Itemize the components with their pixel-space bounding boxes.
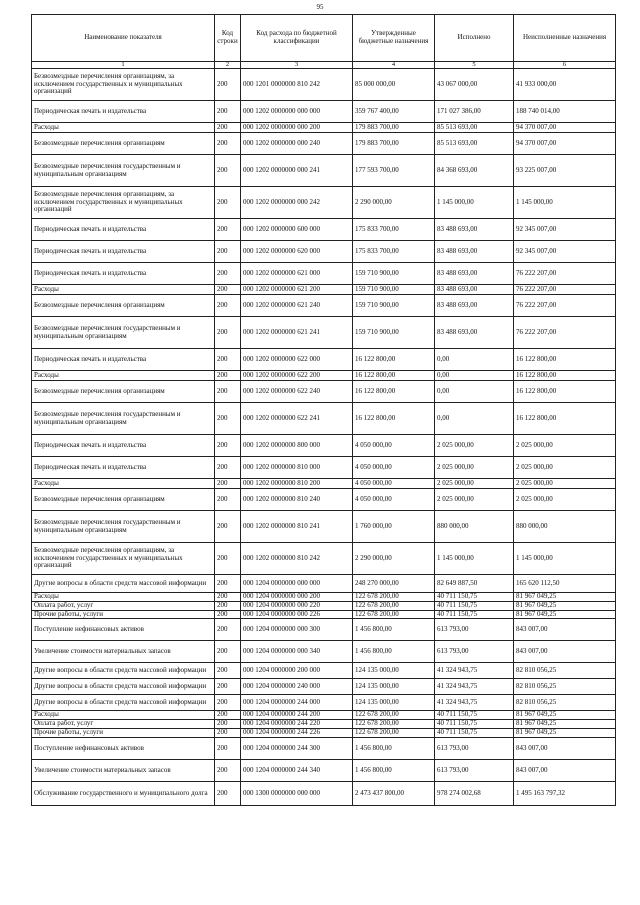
row-classification-cell: 000 1202 0000000 810 000	[241, 457, 353, 479]
row-executed-cell: 613 793,00	[435, 737, 514, 759]
row-unexecuted-cell: 165 620 112,50	[514, 575, 616, 593]
row-code-cell: 200	[215, 381, 241, 403]
row-executed-cell: 880 000,00	[435, 511, 514, 543]
row-executed-cell: 83 488 693,00	[435, 241, 514, 263]
row-classification-cell: 000 1202 0000000 600 000	[241, 219, 353, 241]
row-code-cell: 200	[215, 219, 241, 241]
row-executed-cell: 43 067 000,00	[435, 69, 514, 101]
column-number-row	[32, 62, 616, 69]
row-classification-cell: 000 1204 0000000 000 340	[241, 641, 353, 663]
row-name-cell: Периодическая печать и издательства	[32, 349, 215, 371]
row-classification-cell: 000 1202 0000000 622 240	[241, 381, 353, 403]
row-unexecuted-cell: 843 007,00	[514, 641, 616, 663]
row-approved-cell: 159 710 900,00	[353, 285, 435, 295]
row-unexecuted-cell: 188 740 014,00	[514, 101, 616, 123]
row-classification-cell: 000 1204 0000000 240 000	[241, 679, 353, 695]
row-unexecuted-cell: 16 122 800,00	[514, 371, 616, 381]
table-row	[32, 69, 616, 101]
row-unexecuted-cell: 81 967 049,25	[514, 711, 616, 720]
row-approved-cell: 122 678 200,00	[353, 601, 435, 610]
table-row	[32, 711, 616, 720]
row-name-cell: Расходы	[32, 593, 215, 602]
row-approved-cell: 4 050 000,00	[353, 489, 435, 511]
row-approved-cell: 159 710 900,00	[353, 317, 435, 349]
row-unexecuted-cell: 82 810 056,25	[514, 679, 616, 695]
row-executed-cell: 2 025 000,00	[435, 435, 514, 457]
row-approved-cell: 179 883 700,00	[353, 133, 435, 155]
row-unexecuted-cell: 76 222 207,00	[514, 317, 616, 349]
row-classification-cell: 000 1204 0000000 200 000	[241, 663, 353, 679]
column-number: 4	[353, 62, 435, 69]
table-row	[32, 663, 616, 679]
row-executed-cell: 613 793,00	[435, 641, 514, 663]
row-executed-cell: 0,00	[435, 403, 514, 435]
row-classification-cell: 000 1204 0000000 244 000	[241, 695, 353, 711]
row-code-cell: 200	[215, 371, 241, 381]
row-name-cell: Безвозмездные перечисления организациям, за исключением государственных и муниципальных организаций	[32, 187, 215, 219]
row-executed-cell: 2 025 000,00	[435, 457, 514, 479]
row-classification-cell: 000 1202 0000000 810 242	[241, 543, 353, 575]
row-name-cell: Поступление нефинансовых активов	[32, 619, 215, 641]
row-code-cell: 200	[215, 187, 241, 219]
row-code-cell: 200	[215, 695, 241, 711]
table-row	[32, 381, 616, 403]
table-row	[32, 123, 616, 133]
row-code-cell: 200	[215, 511, 241, 543]
row-name-cell: Оплата работ, услуг	[32, 601, 215, 610]
row-unexecuted-cell: 76 222 207,00	[514, 295, 616, 317]
row-approved-cell: 179 883 700,00	[353, 123, 435, 133]
row-classification-cell: 000 1202 0000000 622 200	[241, 371, 353, 381]
row-executed-cell: 84 368 693,00	[435, 155, 514, 187]
row-name-cell: Безвозмездные перечисления государственным и муниципальным организациям	[32, 317, 215, 349]
row-approved-cell: 122 678 200,00	[353, 720, 435, 729]
table-row	[32, 593, 616, 602]
row-classification-cell: 000 1204 0000000 000 200	[241, 593, 353, 602]
row-approved-cell: 159 710 900,00	[353, 295, 435, 317]
budget-execution-table	[31, 14, 616, 806]
row-approved-cell: 1 456 800,00	[353, 641, 435, 663]
row-name-cell: Расходы	[32, 123, 215, 133]
table-row	[32, 511, 616, 543]
row-executed-cell: 2 025 000,00	[435, 489, 514, 511]
row-approved-cell: 159 710 900,00	[353, 263, 435, 285]
row-unexecuted-cell: 41 933 000,00	[514, 69, 616, 101]
row-approved-cell: 122 678 200,00	[353, 729, 435, 738]
table-row	[32, 679, 616, 695]
row-executed-cell: 41 324 943,75	[435, 695, 514, 711]
table-row	[32, 543, 616, 575]
row-executed-cell: 85 513 693,00	[435, 123, 514, 133]
row-classification-cell: 000 1202 0000000 810 240	[241, 489, 353, 511]
table-row	[32, 435, 616, 457]
table-row	[32, 489, 616, 511]
row-code-cell: 200	[215, 679, 241, 695]
row-classification-cell: 000 1202 0000000 621 000	[241, 263, 353, 285]
row-code-cell: 200	[215, 543, 241, 575]
row-code-cell: 200	[215, 593, 241, 602]
row-classification-cell: 000 1202 0000000 810 200	[241, 479, 353, 489]
column-number: 2	[215, 62, 241, 69]
row-name-cell: Безвозмездные перечисления организациям	[32, 381, 215, 403]
row-code-cell: 200	[215, 729, 241, 738]
row-classification-cell: 000 1204 0000000 000 220	[241, 601, 353, 610]
row-name-cell: Периодическая печать и издательства	[32, 219, 215, 241]
column-number: 1	[32, 62, 215, 69]
row-code-cell: 200	[215, 285, 241, 295]
row-code-cell: 200	[215, 317, 241, 349]
table-row	[32, 349, 616, 371]
row-approved-cell: 359 767 400,00	[353, 101, 435, 123]
row-name-cell: Периодическая печать и издательства	[32, 457, 215, 479]
row-unexecuted-cell: 16 122 800,00	[514, 403, 616, 435]
table-row	[32, 241, 616, 263]
table-row	[32, 610, 616, 619]
row-name-cell: Безвозмездные перечисления организациям	[32, 489, 215, 511]
row-name-cell: Прочие работы, услуги	[32, 729, 215, 738]
row-approved-cell: 122 678 200,00	[353, 593, 435, 602]
row-classification-cell: 000 1202 0000000 000 241	[241, 155, 353, 187]
row-approved-cell: 4 050 000,00	[353, 457, 435, 479]
row-name-cell: Прочие работы, услуги	[32, 610, 215, 619]
row-name-cell: Безвозмездные перечисления организациям	[32, 295, 215, 317]
row-name-cell: Увеличение стоимости материальных запасов	[32, 641, 215, 663]
row-code-cell: 200	[215, 479, 241, 489]
row-name-cell: Безвозмездные перечисления государственным и муниципальным организациям	[32, 403, 215, 435]
row-executed-cell: 40 711 150,75	[435, 729, 514, 738]
table-row	[32, 619, 616, 641]
row-classification-cell: 000 1202 0000000 000 242	[241, 187, 353, 219]
row-approved-cell: 248 270 000,00	[353, 575, 435, 593]
row-name-cell: Безвозмездные перечисления государственным и муниципальным организациям	[32, 155, 215, 187]
row-executed-cell: 0,00	[435, 371, 514, 381]
table-row	[32, 263, 616, 285]
row-name-cell: Расходы	[32, 479, 215, 489]
row-name-cell: Безвозмездные перечисления организациям, за исключением государственных и муниципальных организаций	[32, 543, 215, 575]
row-approved-cell: 1 456 800,00	[353, 619, 435, 641]
row-unexecuted-cell: 92 345 007,00	[514, 241, 616, 263]
row-approved-cell: 1 456 800,00	[353, 759, 435, 781]
table-row	[32, 781, 616, 805]
row-unexecuted-cell: 94 370 007,00	[514, 133, 616, 155]
row-executed-cell: 41 324 943,75	[435, 679, 514, 695]
table-row	[32, 285, 616, 295]
row-unexecuted-cell: 81 967 049,25	[514, 593, 616, 602]
row-name-cell: Расходы	[32, 371, 215, 381]
row-approved-cell: 2 290 000,00	[353, 187, 435, 219]
row-executed-cell: 2 025 000,00	[435, 479, 514, 489]
row-code-cell: 200	[215, 349, 241, 371]
table-row	[32, 317, 616, 349]
row-approved-cell: 2 473 437 800,00	[353, 781, 435, 805]
row-code-cell: 200	[215, 759, 241, 781]
table-row	[32, 720, 616, 729]
row-code-cell: 200	[215, 610, 241, 619]
column-header-classification: Код расхода по бюджетной классификации	[241, 15, 353, 62]
row-executed-cell: 83 488 693,00	[435, 295, 514, 317]
column-header-name: Наименование показателя	[32, 15, 215, 62]
row-unexecuted-cell: 880 000,00	[514, 511, 616, 543]
row-unexecuted-cell: 76 222 207,00	[514, 263, 616, 285]
row-classification-cell: 000 1204 0000000 244 300	[241, 737, 353, 759]
row-name-cell: Безвозмездные перечисления организациям	[32, 133, 215, 155]
row-classification-cell: 000 1202 0000000 620 000	[241, 241, 353, 263]
row-unexecuted-cell: 81 967 049,25	[514, 729, 616, 738]
row-code-cell: 200	[215, 601, 241, 610]
row-approved-cell: 177 593 700,00	[353, 155, 435, 187]
row-name-cell: Периодическая печать и издательства	[32, 241, 215, 263]
row-code-cell: 200	[215, 663, 241, 679]
row-code-cell: 200	[215, 489, 241, 511]
row-unexecuted-cell: 16 122 800,00	[514, 349, 616, 371]
row-executed-cell: 40 711 150,75	[435, 601, 514, 610]
row-name-cell: Другие вопросы в области средств массовой информации	[32, 575, 215, 593]
row-name-cell: Поступление нефинансовых активов	[32, 737, 215, 759]
row-approved-cell: 4 050 000,00	[353, 479, 435, 489]
row-classification-cell: 000 1204 0000000 244 340	[241, 759, 353, 781]
row-classification-cell: 000 1202 0000000 622 000	[241, 349, 353, 371]
row-name-cell: Другие вопросы в области средств массовой информации	[32, 663, 215, 679]
row-executed-cell: 40 711 150,75	[435, 610, 514, 619]
row-code-cell: 200	[215, 641, 241, 663]
row-unexecuted-cell: 843 007,00	[514, 759, 616, 781]
row-name-cell: Оплата работ, услуг	[32, 720, 215, 729]
row-code-cell: 200	[215, 575, 241, 593]
row-executed-cell: 83 488 693,00	[435, 317, 514, 349]
row-classification-cell: 000 1202 0000000 621 200	[241, 285, 353, 295]
row-executed-cell: 83 488 693,00	[435, 263, 514, 285]
column-header-code: Код строки	[215, 15, 241, 62]
row-classification-cell: 000 1202 0000000 622 241	[241, 403, 353, 435]
row-code-cell: 200	[215, 737, 241, 759]
row-approved-cell: 16 122 800,00	[353, 403, 435, 435]
row-unexecuted-cell: 81 967 049,25	[514, 610, 616, 619]
page-number: 95	[316, 3, 324, 11]
row-classification-cell: 000 1204 0000000 244 226	[241, 729, 353, 738]
column-number: 6	[514, 62, 616, 69]
table-header-row	[32, 15, 616, 62]
table-row	[32, 601, 616, 610]
row-approved-cell: 16 122 800,00	[353, 371, 435, 381]
row-name-cell: Безвозмездные перечисления организациям, за исключением государственных и муниципальных организаций	[32, 69, 215, 101]
table-row	[32, 133, 616, 155]
table-body	[32, 69, 616, 806]
row-classification-cell: 000 1300 0000000 000 000	[241, 781, 353, 805]
row-executed-cell: 83 488 693,00	[435, 285, 514, 295]
row-executed-cell: 82 649 887,50	[435, 575, 514, 593]
row-unexecuted-cell: 82 810 056,25	[514, 663, 616, 679]
row-classification-cell: 000 1202 0000000 000 000	[241, 101, 353, 123]
row-unexecuted-cell: 76 222 207,00	[514, 285, 616, 295]
row-code-cell: 200	[215, 133, 241, 155]
row-approved-cell: 16 122 800,00	[353, 381, 435, 403]
row-name-cell: Периодическая печать и издательства	[32, 101, 215, 123]
row-name-cell: Обслуживание государственного и муниципального долга	[32, 781, 215, 805]
column-header-unexecuted: Неисполненные назначения	[514, 15, 616, 62]
table-row	[32, 155, 616, 187]
row-code-cell: 200	[215, 123, 241, 133]
row-name-cell: Другие вопросы в области средств массовой информации	[32, 695, 215, 711]
row-code-cell: 200	[215, 720, 241, 729]
table-row	[32, 219, 616, 241]
row-unexecuted-cell: 16 122 800,00	[514, 381, 616, 403]
table-row	[32, 695, 616, 711]
row-classification-cell: 000 1204 0000000 000 300	[241, 619, 353, 641]
row-approved-cell: 16 122 800,00	[353, 349, 435, 371]
row-executed-cell: 40 711 150,75	[435, 711, 514, 720]
row-executed-cell: 1 145 000,00	[435, 187, 514, 219]
row-approved-cell: 124 135 000,00	[353, 663, 435, 679]
row-classification-cell: 000 1202 0000000 800 000	[241, 435, 353, 457]
row-unexecuted-cell: 843 007,00	[514, 737, 616, 759]
row-classification-cell: 000 1204 0000000 244 200	[241, 711, 353, 720]
table-row	[32, 403, 616, 435]
row-approved-cell: 85 000 000,00	[353, 69, 435, 101]
row-unexecuted-cell: 92 345 007,00	[514, 219, 616, 241]
row-unexecuted-cell: 2 025 000,00	[514, 479, 616, 489]
table-row	[32, 479, 616, 489]
row-executed-cell: 1 145 000,00	[435, 543, 514, 575]
row-approved-cell: 122 678 200,00	[353, 610, 435, 619]
row-classification-cell: 000 1202 0000000 621 240	[241, 295, 353, 317]
table-row	[32, 759, 616, 781]
row-executed-cell: 613 793,00	[435, 619, 514, 641]
row-unexecuted-cell: 81 967 049,25	[514, 601, 616, 610]
row-name-cell: Расходы	[32, 711, 215, 720]
table-row	[32, 295, 616, 317]
table-row	[32, 575, 616, 593]
row-approved-cell: 175 833 700,00	[353, 219, 435, 241]
table-row	[32, 457, 616, 479]
row-approved-cell: 175 833 700,00	[353, 241, 435, 263]
row-executed-cell: 40 711 150,75	[435, 593, 514, 602]
row-classification-cell: 000 1204 0000000 244 220	[241, 720, 353, 729]
row-approved-cell: 1 760 000,00	[353, 511, 435, 543]
row-executed-cell: 0,00	[435, 381, 514, 403]
row-unexecuted-cell: 2 025 000,00	[514, 489, 616, 511]
row-name-cell: Расходы	[32, 285, 215, 295]
row-code-cell: 200	[215, 781, 241, 805]
table-row	[32, 737, 616, 759]
row-code-cell: 200	[215, 619, 241, 641]
row-name-cell: Периодическая печать и издательства	[32, 435, 215, 457]
column-header-executed: Исполнено	[435, 15, 514, 62]
row-classification-cell: 000 1202 0000000 000 240	[241, 133, 353, 155]
row-unexecuted-cell: 2 025 000,00	[514, 435, 616, 457]
row-code-cell: 200	[215, 435, 241, 457]
column-number: 5	[435, 62, 514, 69]
row-code-cell: 200	[215, 457, 241, 479]
row-classification-cell: 000 1202 0000000 621 241	[241, 317, 353, 349]
row-executed-cell: 978 274 002,68	[435, 781, 514, 805]
table-row	[32, 101, 616, 123]
row-executed-cell: 83 488 693,00	[435, 219, 514, 241]
row-approved-cell: 122 678 200,00	[353, 711, 435, 720]
row-executed-cell: 171 027 386,00	[435, 101, 514, 123]
row-code-cell: 200	[215, 101, 241, 123]
row-code-cell: 200	[215, 241, 241, 263]
row-code-cell: 200	[215, 711, 241, 720]
column-header-approved: Утвержденные бюджетные назначения	[353, 15, 435, 62]
row-unexecuted-cell: 82 810 056,25	[514, 695, 616, 711]
table-row	[32, 371, 616, 381]
row-unexecuted-cell: 2 025 000,00	[514, 457, 616, 479]
row-unexecuted-cell: 1 495 163 797,32	[514, 781, 616, 805]
row-unexecuted-cell: 93 225 007,00	[514, 155, 616, 187]
row-executed-cell: 40 711 150,75	[435, 720, 514, 729]
row-code-cell: 200	[215, 263, 241, 285]
row-name-cell: Другие вопросы в области средств массовой информации	[32, 679, 215, 695]
row-classification-cell: 000 1201 0000000 810 242	[241, 69, 353, 101]
row-unexecuted-cell: 1 145 000,00	[514, 187, 616, 219]
row-classification-cell: 000 1202 0000000 810 241	[241, 511, 353, 543]
row-unexecuted-cell: 94 370 007,00	[514, 123, 616, 133]
table-row	[32, 729, 616, 738]
row-code-cell: 200	[215, 403, 241, 435]
row-classification-cell: 000 1204 0000000 000 000	[241, 575, 353, 593]
row-executed-cell: 0,00	[435, 349, 514, 371]
row-unexecuted-cell: 843 007,00	[514, 619, 616, 641]
row-approved-cell: 2 290 000,00	[353, 543, 435, 575]
row-approved-cell: 1 456 800,00	[353, 737, 435, 759]
row-executed-cell: 85 513 693,00	[435, 133, 514, 155]
row-unexecuted-cell: 81 967 049,25	[514, 720, 616, 729]
row-code-cell: 200	[215, 295, 241, 317]
row-approved-cell: 124 135 000,00	[353, 679, 435, 695]
table-row	[32, 641, 616, 663]
row-executed-cell: 613 793,00	[435, 759, 514, 781]
row-name-cell: Периодическая печать и издательства	[32, 263, 215, 285]
row-approved-cell: 4 050 000,00	[353, 435, 435, 457]
row-unexecuted-cell: 1 145 000,00	[514, 543, 616, 575]
column-number: 3	[241, 62, 353, 69]
row-name-cell: Увеличение стоимости материальных запасов	[32, 759, 215, 781]
row-classification-cell: 000 1204 0000000 000 226	[241, 610, 353, 619]
row-name-cell: Безвозмездные перечисления государственным и муниципальным организациям	[32, 511, 215, 543]
row-code-cell: 200	[215, 155, 241, 187]
row-classification-cell: 000 1202 0000000 000 200	[241, 123, 353, 133]
row-approved-cell: 124 135 000,00	[353, 695, 435, 711]
row-executed-cell: 41 324 943,75	[435, 663, 514, 679]
row-code-cell: 200	[215, 69, 241, 101]
table-row	[32, 187, 616, 219]
